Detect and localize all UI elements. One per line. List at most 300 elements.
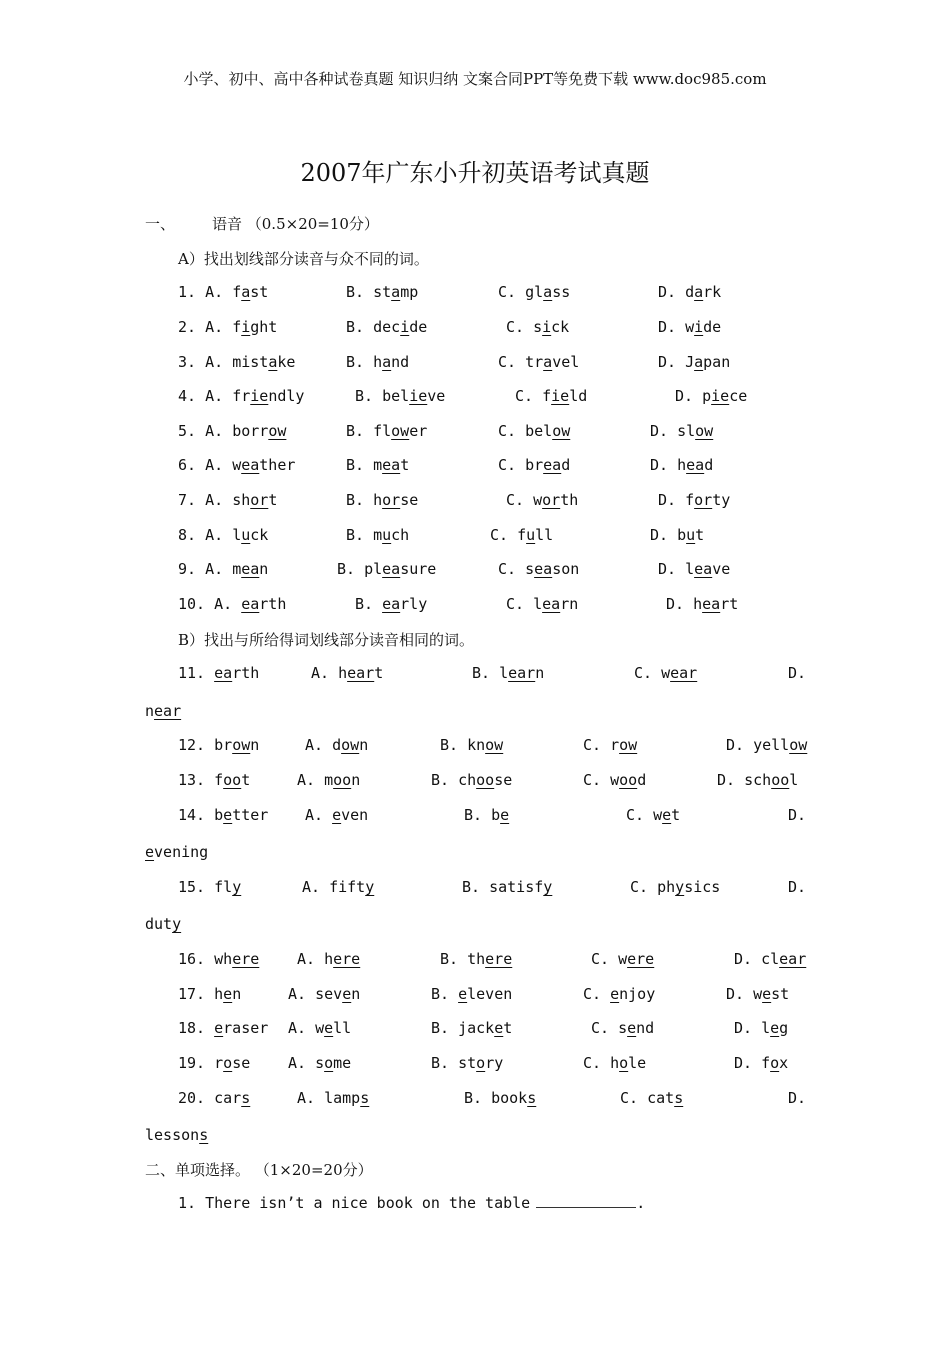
option-word [232,560,268,578]
question-5-option-a [178,422,286,440]
question-18-option-a [288,1019,351,1037]
word-part: b [214,806,224,824]
underlined-part: ea [382,595,401,613]
question-14-option-d-letter [788,806,806,824]
option-word [533,491,578,509]
word-part: cl [761,950,780,968]
underlined-part: e [662,806,672,824]
question-2-option-c [506,318,569,336]
underlined-part: or [694,491,713,509]
underlined-part: ie [409,387,428,405]
part-b-instruction: B）找出与所给得词划线部分读音相同的词。 [178,631,475,649]
word-part: d [637,771,647,789]
option-word [685,560,730,578]
option-letter: B. [464,1089,483,1107]
underlined-part: u [526,526,536,544]
option-letter: A. [297,1089,316,1107]
underlined-part: e [762,985,772,1003]
option-word [533,595,578,613]
option-letter: A. [205,353,224,371]
option-word [232,491,277,509]
option-letter: A. [288,1019,307,1037]
option-word [382,387,445,405]
option-letter: C. [591,1019,610,1037]
word-part: raser [223,1019,269,1037]
question-1-option-a [178,283,268,301]
word-part: f [761,1054,771,1072]
underlined-part: i [694,318,704,336]
option-word [458,1019,512,1037]
word-part: jack [458,1019,495,1037]
word-part: ry [485,1054,504,1072]
option-letter: C. [634,664,653,682]
underlined-part: y [365,878,375,896]
underlined-part: ea [542,595,561,613]
question-13-option-c [583,771,646,789]
word-part: pl [364,560,383,578]
section-1-heading: 语音 （0.5×20=10分） [212,215,379,233]
question-3-option-d [658,353,730,371]
word-part: l [499,664,509,682]
word-part: f [214,771,224,789]
option-word [685,491,730,509]
underlined-part: a [268,353,278,371]
option-letter: D. [658,560,677,578]
question-15-option-c [630,878,720,896]
question-8-option-d [650,526,704,544]
option-letter: D. [717,771,736,789]
option-word [618,950,654,968]
option-word [232,422,286,440]
word-part: w [533,491,543,509]
option-letter: C. [583,771,602,789]
option-word [232,387,304,405]
option-letter: A. [205,560,224,578]
word-part: wh [214,950,233,968]
underlined-part: ear [779,950,807,968]
underlined-part: ow [695,422,714,440]
question-2-option-d [658,318,721,336]
underlined-part: a [241,283,251,301]
underlined-part: oo [333,771,352,789]
question-9-option-b [337,560,436,578]
option-word [685,318,721,336]
given-word [214,806,268,824]
option-letter: D. [658,353,677,371]
word-part: h [214,985,224,1003]
underlined-part: ea [534,560,553,578]
option-word [324,771,360,789]
option-word [610,1054,646,1072]
option-word [373,526,409,544]
option-word [610,771,646,789]
question-18-option-d [734,1019,788,1037]
option-letter: B. [431,1054,450,1072]
option-word [232,318,277,336]
option-letter: D. [650,422,669,440]
word-part: son [552,560,580,578]
question-12-option-c [583,736,637,754]
word-part: br [525,456,544,474]
word-part: n [259,560,269,578]
question-10-option-c [506,595,578,613]
word-part: yell [753,736,790,754]
question-18-given [178,1019,268,1037]
option-letter: C. [583,985,602,1003]
underlined-part: or [250,491,269,509]
option-letter: A. [302,878,321,896]
option-word [525,353,579,371]
option-letter: A. [205,283,224,301]
word-part: w [685,318,695,336]
option-letter: A. [214,595,233,613]
option-letter: A. [297,950,316,968]
option-word [661,664,697,682]
question-11-option-d-letter [788,664,806,682]
underlined-part: s [674,1089,684,1107]
question-13-option-d [717,771,798,789]
word-part: l [761,1019,771,1037]
word-part: n [535,664,545,682]
option-letter: D. [734,950,753,968]
word-part: nd [636,1019,655,1037]
given-word [214,736,259,754]
word-part: f [232,283,242,301]
word-part: dec [373,318,401,336]
word-part: h [373,491,383,509]
word-part: fl [373,422,392,440]
underlined-part: a [543,353,553,371]
word-part: l [533,595,543,613]
question-14-given [178,806,268,824]
word-part: vel [552,353,580,371]
underlined-part: ear [508,664,536,682]
option-word [145,1126,208,1144]
question-14-option-b [464,806,509,824]
word-part: rn [560,595,579,613]
word-part: ll [333,1019,352,1037]
question-9-option-d [658,560,730,578]
option-letter: A. [288,985,307,1003]
option-word [467,950,512,968]
option-letter: B. [337,560,356,578]
underlined-part: a [694,353,704,371]
question-8-option-a [178,526,268,544]
word-part: b [491,806,501,824]
option-letter: D. [666,595,685,613]
question-number: 12. [178,736,206,754]
option-letter: C. [515,387,534,405]
word-part: w [610,771,620,789]
question-20-option-a [297,1089,369,1107]
option-word [458,771,512,789]
underlined-part: ow [789,736,808,754]
question-number: 19. [178,1054,206,1072]
option-letter: A. [305,736,324,754]
word-part: st [771,985,790,1003]
word-part: tr [525,353,544,371]
question-15-option-d-word [145,915,181,933]
word-part: njoy [619,985,656,1003]
question-9-option-c [498,560,579,578]
question-4-option-c [515,387,587,405]
option-letter: C. [498,283,517,301]
word-part: s [315,1054,325,1072]
option-word [525,560,579,578]
underlined-part: i [542,318,552,336]
option-letter: B. [472,664,491,682]
option-letter: D. [734,1054,753,1072]
word-part: n [359,736,369,754]
option-word [525,422,570,440]
underlined-part: ea [694,560,713,578]
question-17-option-c [583,985,655,1003]
option-letter: C. [506,318,525,336]
option-word [373,456,409,474]
option-word [517,526,553,544]
option-letter: A. [297,771,316,789]
word-part: sics [684,878,721,896]
question-13-given [178,771,250,789]
underlined-part: o [770,1054,780,1072]
given-word [214,985,241,1003]
option-word [618,1019,654,1037]
question-number: 15. [178,878,206,896]
option-word [657,878,720,896]
word-part: dut [145,915,173,933]
question-number: 16. [178,950,206,968]
option-word [458,1054,503,1072]
word-part: s [618,1019,628,1037]
question-11-option-a [311,664,383,682]
option-word [232,353,295,371]
question-1-option-d [658,283,721,301]
word-part: h [338,664,348,682]
option-word [315,985,360,1003]
option-letter: D. [658,318,677,336]
question-19-given [178,1054,250,1072]
option-word [332,736,368,754]
word-part: me [333,1054,352,1072]
option-letter: A. [205,422,224,440]
option-word [610,736,637,754]
option-word [489,878,552,896]
word-part: leven [467,985,513,1003]
option-letter: B. [346,283,365,301]
option-letter: A. [205,526,224,544]
option-letter: C. [490,526,509,544]
option-word [324,950,360,968]
question-5-option-d [650,422,713,440]
question-13-option-a [297,771,360,789]
underlined-part: u [382,526,392,544]
question-10-option-d [666,595,738,613]
question-8-option-b [346,526,409,544]
option-word [677,422,713,440]
underlined-part: ie [250,387,269,405]
option-letter: D. [734,1019,753,1037]
option-word [533,318,569,336]
option-word [232,283,268,301]
underlined-part: y [232,878,242,896]
word-part: w [315,1019,325,1037]
option-word [693,595,738,613]
word-part: J [685,353,695,371]
word-part: n [351,985,361,1003]
option-word [761,1019,788,1037]
word-part: d [704,456,714,474]
question-17-given [178,985,241,1003]
word-part: de [409,318,428,336]
underlined-part: ow [268,422,287,440]
word-part: d [685,283,695,301]
underlined-part: u [686,526,696,544]
question-number: 11. [178,664,206,682]
question-11-option-b [472,664,544,682]
option-letter: B. [431,771,450,789]
question-number: 10. [178,595,206,613]
option-letter: B. [346,526,365,544]
word-part: nd [391,353,410,371]
question-7-option-a [178,491,277,509]
underlined-part: ea [382,560,401,578]
word-part: ndly [268,387,305,405]
underlined-part: e [458,985,468,1003]
section-1-number: 一、 [145,215,176,233]
underlined-part: ow [552,422,571,440]
option-letter: C. [620,1089,639,1107]
word-part: g [779,1019,789,1037]
question-10-option-a [178,595,286,613]
part-a-instruction: A）找出划线部分读音与众不同的词。 [178,250,429,268]
word-part: se [400,491,419,509]
option-word [332,806,368,824]
underlined-part: ear [670,664,698,682]
word-part: rth [232,664,260,682]
option-letter: B. [431,985,450,1003]
option-letter: A. [205,491,224,509]
question-number: 14. [178,806,206,824]
question-20-option-d-word [145,1126,208,1144]
question-6-option-a [178,456,295,474]
word-part: fl [214,878,233,896]
underlined-part: e [500,806,510,824]
word-part: t [241,771,251,789]
underlined-part: or [382,491,401,509]
question-number: 18. [178,1019,206,1037]
word-part: h [610,1054,620,1072]
question-12-option-d [726,736,807,754]
underlined-part: ie [551,387,570,405]
word-part: d [332,736,342,754]
word-part: h [677,456,687,474]
word-part: sh [232,491,251,509]
option-word [315,1019,351,1037]
word-part: t [503,1019,513,1037]
given-word [214,664,259,682]
option-letter: C. [583,1054,602,1072]
word-part: m [373,526,383,544]
option-letter: D. [658,491,677,509]
word-part: de [703,318,722,336]
underlined-part: ow [232,736,251,754]
option-letter: A. [305,806,324,824]
question-number: 5. [178,422,197,440]
word-part: r [610,736,620,754]
question-number: 4. [178,387,197,405]
underlined-part: e [342,985,352,1003]
option-letter: B. [346,353,365,371]
option-letter: B. [431,1019,450,1037]
question-2-option-a [178,318,277,336]
underlined-part: or [542,491,561,509]
word-part: l [789,771,799,789]
question-17-option-b [431,985,512,1003]
underlined-part: e [770,1019,780,1037]
question-11-given [178,664,259,682]
word-part: p [702,387,712,405]
underlined-part: y [543,878,553,896]
word-part: f [232,318,242,336]
word-part: car [214,1089,242,1107]
underlined-part: s [241,1089,251,1107]
word-part: m [324,771,334,789]
word-part: lamp [324,1089,361,1107]
word-part: s [533,318,543,336]
question-7-option-b [346,491,418,509]
underlined-part: a [391,283,401,301]
underlined-part: o [324,1054,334,1072]
word-part: f [542,387,552,405]
question-2-1-end: . [636,1194,646,1212]
underlined-part: ow [391,422,410,440]
question-number: 7. [178,491,197,509]
word-part: gl [525,283,544,301]
underlined-part: i [241,318,251,336]
underlined-part: e [494,1019,504,1037]
question-number: 8. [178,526,197,544]
option-word [373,353,409,371]
underlined-part: ea [241,595,260,613]
option-letter: D. [788,806,807,824]
option-word [315,1054,351,1072]
given-word [214,878,241,896]
option-letter: A. [205,318,224,336]
word-part: book [491,1089,528,1107]
question-number: 3. [178,353,197,371]
word-part: ld [569,387,588,405]
word-part: fr [232,387,251,405]
word-part: ss [552,283,571,301]
question-number: 20. [178,1089,206,1107]
word-part: m [373,456,383,474]
option-letter: B. [464,806,483,824]
question-8-option-c [490,526,553,544]
option-letter: D. [726,985,745,1003]
question-4-option-d [675,387,747,405]
answer-blank [536,1195,636,1208]
option-word [467,736,503,754]
option-word [753,736,807,754]
option-word [338,664,383,682]
option-word [525,283,570,301]
question-12-option-b [440,736,503,754]
word-part: n [351,771,361,789]
question-11-option-c [634,664,697,682]
option-letter: D. [788,1089,807,1107]
word-part: pan [703,353,731,371]
question-12-given [178,736,259,754]
